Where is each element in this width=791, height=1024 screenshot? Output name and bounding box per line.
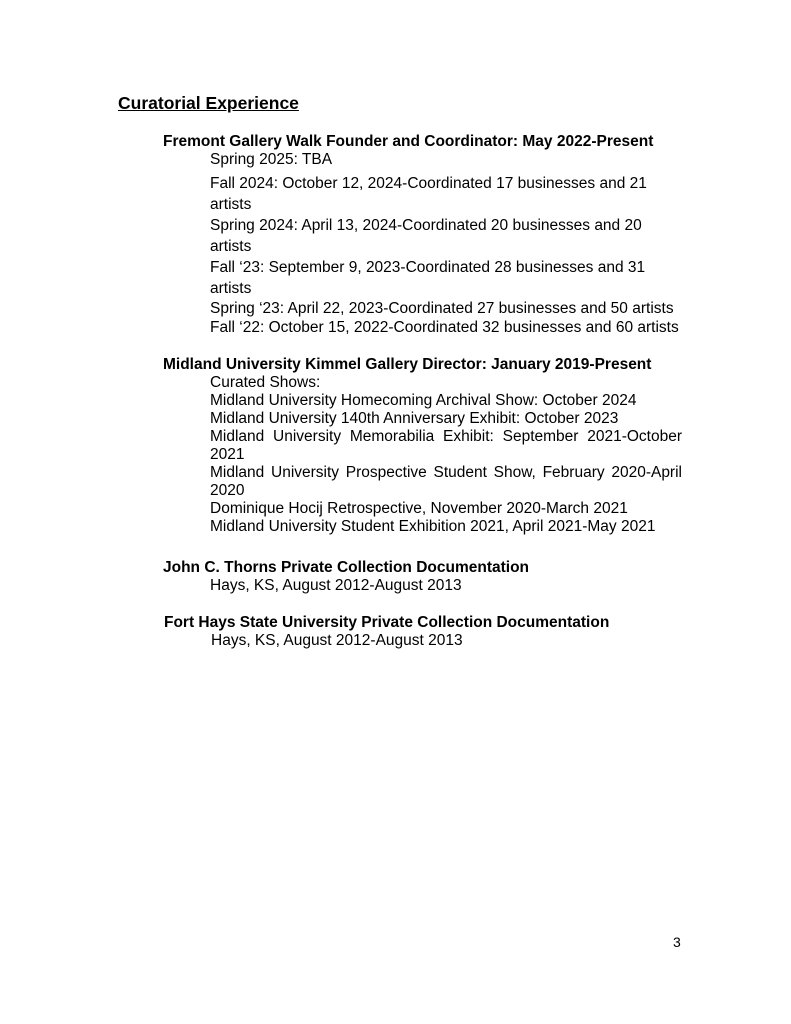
entry-title: Midland University Kimmel Gallery Director: January 2019-Present: [163, 356, 652, 373]
thorns-collection-entry: [163, 559, 693, 595]
entry-details: [163, 374, 693, 536]
entry-details: [163, 151, 693, 337]
entry-title: John C. Thorns Private Collection Documentation: [163, 559, 530, 576]
entry-details: [164, 632, 694, 650]
detail-line: Spring 2024: April 13, 2024-Coordinated 20 businesses and 20 artists: [210, 217, 642, 255]
fhsu-collection-entry: [164, 614, 694, 650]
detail-line: Fall 2024: October 12, 2024-Coordinated 17 businesses and 21 artists: [210, 175, 647, 213]
detail-line: Hays, KS, August 2012-August 2013: [210, 577, 462, 594]
kimmel-gallery-entry: [163, 356, 693, 536]
detail-line: Hays, KS, August 2012-August 2013: [211, 632, 463, 649]
detail-line: Midland University Prospective Student Show, February 2020-April 2020: [210, 464, 682, 499]
detail-line: Fall ‘23: September 9, 2023-Coordinated 28 businesses and 31 artists: [210, 259, 646, 297]
page-number: 3: [673, 934, 681, 950]
entry-title: Fort Hays State University Private Collection Documentation: [164, 614, 610, 631]
detail-line: Midland University Memorabilia Exhibit: September 2021-October 2021: [210, 428, 682, 463]
detail-line: Midland University Homecoming Archival Show: October 2024: [210, 392, 637, 409]
fremont-gallery-walk-entry: [163, 133, 693, 337]
detail-line: Spring ‘23: April 22, 2023-Coordinated 27 businesses and 50 artists: [210, 300, 674, 317]
detail-line: Midland University Student Exhibition 2021, April 2021-May 2021: [210, 518, 656, 535]
entry-details: [163, 577, 693, 595]
detail-line: Spring 2025: TBA: [210, 151, 333, 168]
detail-line: Midland University 140th Anniversary Exhibit: October 2023: [210, 410, 619, 427]
entry-title: Fremont Gallery Walk Founder and Coordinator: May 2022-Present: [163, 133, 654, 150]
detail-line: Curated Shows:: [210, 374, 321, 391]
detail-line: Fall ‘22: October 15, 2022-Coordinated 32 businesses and 60 artists: [210, 319, 679, 336]
section-heading: Curatorial Experience: [118, 93, 299, 113]
detail-line: Dominique Hocij Retrospective, November 2020-March 2021: [210, 500, 628, 517]
